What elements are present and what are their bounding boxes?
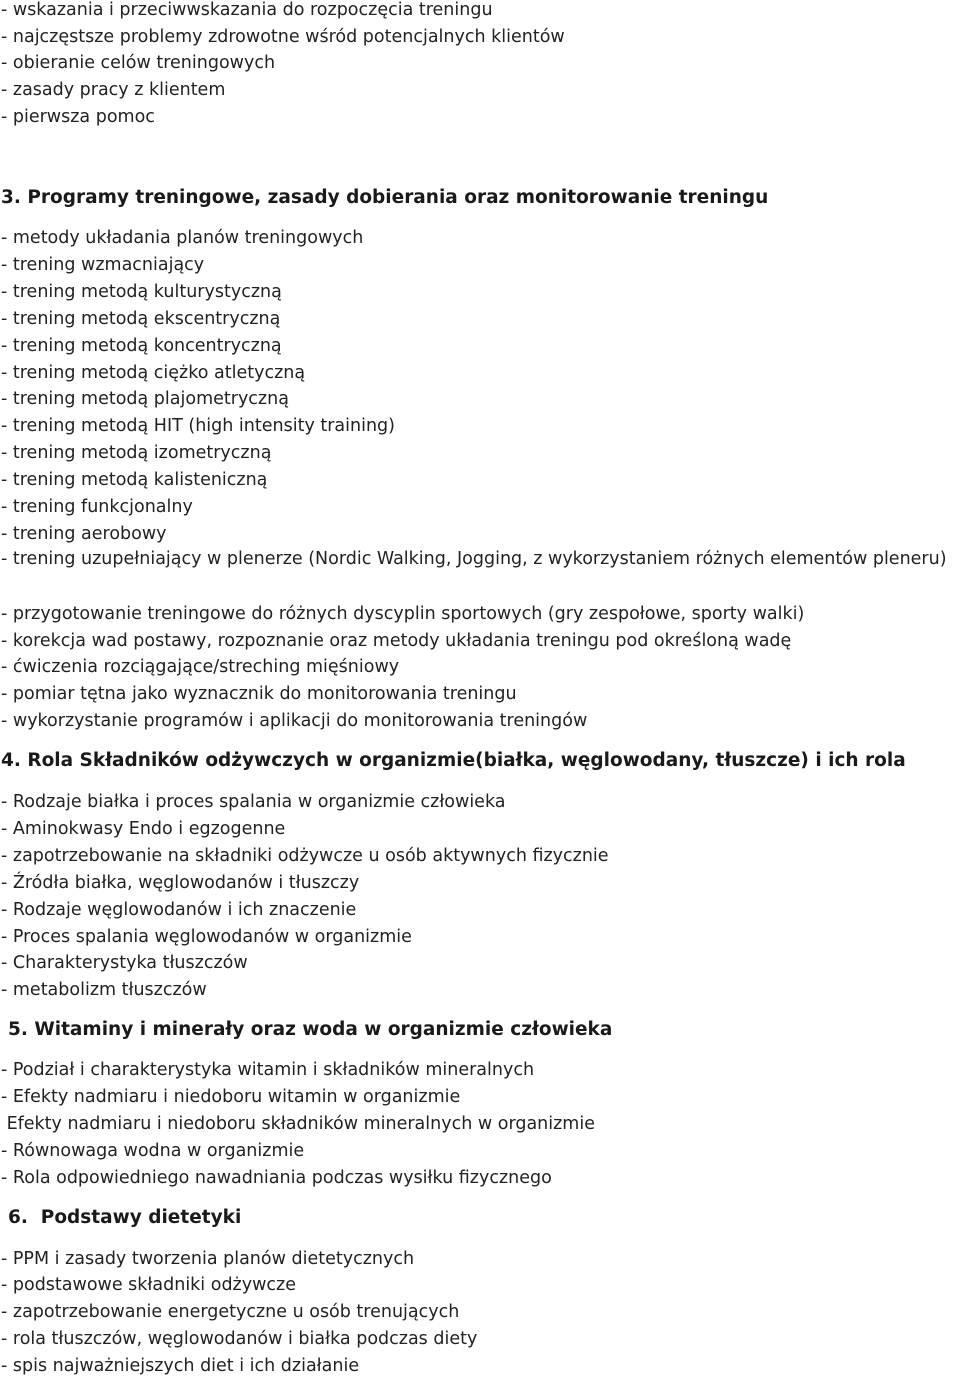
list-item: - zapotrzebowanie na składniki odżywcze u osób aktywnych fizycznie <box>1 846 609 866</box>
list-item: - trening metodą HIT (high intensity training) <box>1 416 395 436</box>
list-item: - podstawowe składniki odżywcze <box>1 1275 296 1295</box>
list-item: - Efekty nadmiaru i niedoboru witamin w organizmie <box>1 1087 461 1107</box>
list-item: - Charakterystyka tłuszczów <box>1 953 248 973</box>
list-item: - spis najważniejszych diet i ich działanie <box>1 1356 360 1376</box>
list-item: - Proces spalania węglowodanów w organizmie <box>1 927 412 947</box>
list-item: - trening aerobowy <box>1 524 167 544</box>
list-item: Efekty nadmiaru i niedoboru składników mineralnych w organizmie <box>1 1114 595 1134</box>
list-item: - obieranie celów treningowych <box>1 53 276 73</box>
list-item: - Rodzaje białka i proces spalania w organizmie człowieka <box>1 792 506 812</box>
list-item: - Rodzaje węglowodanów i ich znaczenie <box>1 900 357 920</box>
list-item: - najczęstsze problemy zdrowotne wśród potencjalnych klientów <box>1 27 565 47</box>
list-item: - korekcja wad postawy, rozpoznanie oraz metody układania treningu pod określoną wadę <box>1 631 792 651</box>
list-item: - zasady pracy z klientem <box>1 80 226 100</box>
list-item: - pomiar tętna jako wyznacznik do monitorowania treningu <box>1 684 517 704</box>
list-item: - Podział i charakterystyka witamin i składników mineralnych <box>1 1060 535 1080</box>
list-item: - Równowaga wodna w organizmie <box>1 1141 305 1161</box>
section-heading-6: 6. Podstawy dietetyki <box>8 1207 242 1228</box>
list-item: - trening wzmacniający <box>1 255 205 275</box>
list-item: - przygotowanie treningowe do różnych dyscyplin sportowych (gry zespołowe, sporty walki) <box>1 604 805 624</box>
list-item: - ćwiczenia rozciągające/streching mięśniowy <box>1 657 400 677</box>
list-item: - trening funkcjonalny <box>1 497 193 517</box>
section-heading-5: 5. Witaminy i minerały oraz woda w organizmie człowieka <box>8 1019 613 1040</box>
list-item-wrapped: - trening uzupełniający w plenerze (Nordic Walking, Jogging, z wykorzystaniem różnych elementów pleneru) <box>1 549 947 569</box>
section-heading-4: 4. Rola Składników odżywczych w organizmie(białka, węglowodany, tłuszcze) i ich rola <box>1 750 906 771</box>
list-item: - trening metodą ekscentryczną <box>1 309 281 329</box>
list-item: - trening metodą kalisteniczną <box>1 470 268 490</box>
section-heading-3: 3. Programy treningowe, zasady dobierania oraz monitorowanie treningu <box>1 187 769 208</box>
list-item: - wskazania i przeciwwskazania do rozpoczęcia treningu <box>1 0 493 20</box>
list-item: - rola tłuszczów, węglowodanów i białka podczas diety <box>1 1329 478 1349</box>
list-item: - metabolizm tłuszczów <box>1 980 207 1000</box>
list-item: - wykorzystanie programów i aplikacji do monitorowania treningów <box>1 711 588 731</box>
list-item: - trening metodą izometryczną <box>1 443 272 463</box>
list-item: - pierwsza pomoc <box>1 107 155 127</box>
list-item: - trening metodą koncentryczną <box>1 336 282 356</box>
list-item: - PPM i zasady tworzenia planów dietetycznych <box>1 1249 415 1269</box>
list-item: - Rola odpowiedniego nawadniania podczas wysiłku fizycznego <box>1 1168 552 1188</box>
list-item: - zapotrzebowanie energetyczne u osób trenujących <box>1 1302 460 1322</box>
list-item: - Aminokwasy Endo i egzogenne <box>1 819 286 839</box>
list-item: - trening metodą kulturystyczną <box>1 282 282 302</box>
list-item: - trening metodą plajometryczną <box>1 389 289 409</box>
list-item: - Źródła białka, węglowodanów i tłuszczy <box>1 873 360 893</box>
list-item: - metody układania planów treningowych <box>1 228 364 248</box>
list-item: - trening metodą ciężko atletyczną <box>1 363 306 383</box>
